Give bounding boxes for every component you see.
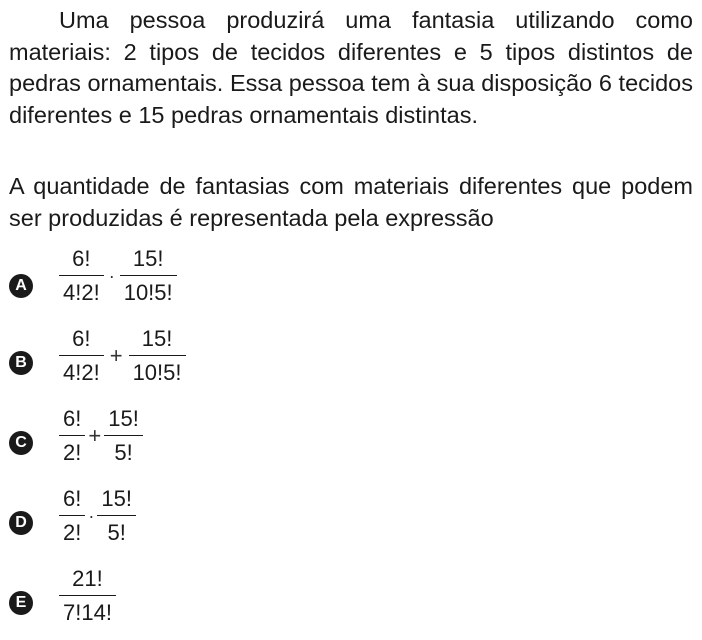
option-b-fraction-1 [59, 326, 104, 386]
option-b-expression [59, 320, 186, 392]
fraction-denominator: 2! [63, 520, 82, 546]
option-c-fraction-2 [104, 406, 143, 466]
multiply-operator: · [108, 266, 115, 286]
option-c[interactable] [9, 400, 409, 480]
option-c-letter-badge: C [9, 431, 33, 455]
option-a[interactable] [9, 240, 409, 320]
option-b[interactable] [9, 320, 409, 400]
option-d-fraction-1 [59, 486, 85, 546]
fraction-denominator: 4!2! [63, 280, 100, 306]
option-d-letter-badge: D [9, 511, 33, 535]
option-b-fraction-2 [129, 326, 186, 386]
option-d-expression [59, 480, 136, 552]
fraction-numerator: 15! [108, 405, 139, 431]
fraction-numerator: 21! [72, 565, 103, 591]
fraction-denominator: 5! [114, 440, 133, 466]
plus-operator: + [88, 423, 102, 448]
option-a-fraction-1 [59, 246, 104, 306]
option-a-expression [59, 240, 177, 312]
plus-operator: + [109, 343, 123, 368]
fraction-numerator: 6! [63, 405, 82, 431]
option-a-letter-badge: A [9, 274, 33, 298]
option-e-letter-badge: E [9, 591, 33, 615]
option-c-fraction-1 [59, 406, 85, 466]
option-e-fraction [59, 566, 116, 626]
fraction-denominator: 7!14! [63, 600, 112, 626]
fraction-numerator: 6! [72, 245, 91, 271]
option-e-expression [59, 560, 116, 632]
fraction-denominator: 10!5! [123, 280, 173, 306]
option-c-expression [59, 400, 143, 472]
option-e[interactable] [9, 560, 409, 640]
fraction-numerator: 15! [132, 245, 164, 271]
option-b-letter-badge: B [9, 351, 33, 375]
fraction-denominator: 10!5! [132, 360, 182, 386]
option-a-fraction-2 [120, 246, 177, 306]
fraction-denominator: 5! [107, 520, 126, 546]
option-d[interactable] [9, 480, 409, 560]
option-d-fraction-2 [97, 486, 136, 546]
fraction-numerator: 15! [101, 485, 132, 511]
fraction-denominator: 4!2! [63, 360, 100, 386]
multiply-operator: · [88, 506, 95, 526]
fraction-numerator: 6! [72, 325, 91, 351]
question-statement: Uma pessoa produzirá uma fantasia utilizando como materiais: 2 tipos de tecidos diferentes e 5 tipos distintos de pedras ornamentais. Essa pessoa tem à sua disposição 6 tecidos diferentes e 15 pedras ornamentais distintas. [9, 7, 693, 128]
fraction-denominator: 2! [63, 440, 82, 466]
fraction-numerator: 15! [141, 325, 173, 351]
question-prompt: A quantidade de fantasias com materiais diferentes que podem ser produzidas é representada pela expressão [9, 173, 693, 231]
fraction-numerator: 6! [63, 485, 82, 511]
